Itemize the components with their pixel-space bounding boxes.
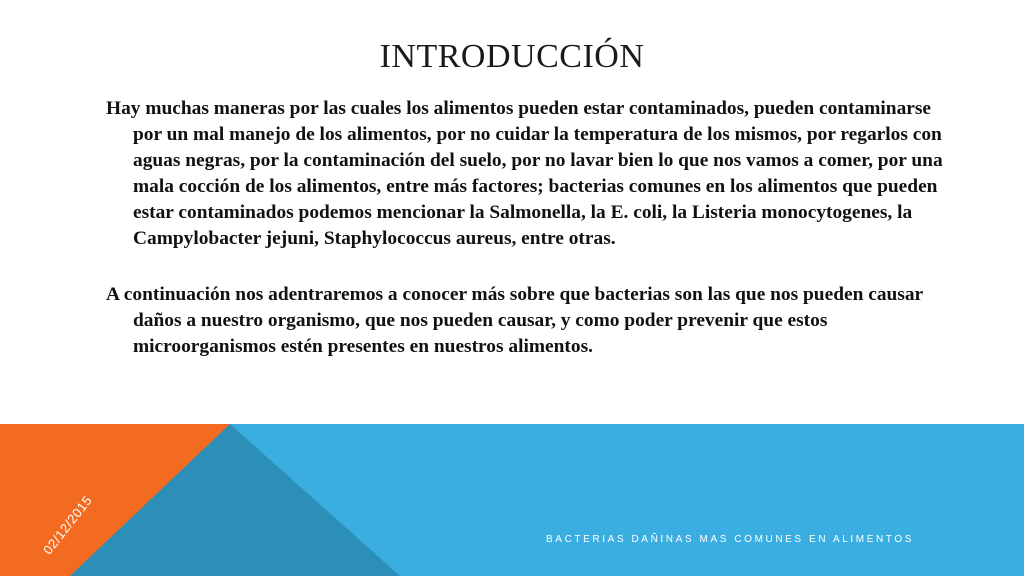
footer-band (0, 424, 1024, 576)
footer-caption: BACTERIAS DAÑINAS MAS COMUNES EN ALIMENTOS (546, 534, 914, 545)
body-paragraph-1: Hay muchas maneras por las cuales los alimentos pueden estar contaminados, pueden contaminarse por un mal manejo de los alimentos, por no cuidar la temperatura de los mismos, por regarlos con aguas negras, por la contaminación del suelo, por no lavar bien lo que nos vamos a comer, por una mala cocción de los alimentos, entre más factores; bacterias comunes en los alimentos que pueden estar contaminados podemos mencionar la Salmonella, la E. coli, la Listeria monocytogenes, la Campylobacter jejuni, Staphylococcus aureus, entre otras. (106, 98, 943, 249)
footer-decoration (0, 424, 1024, 576)
body-paragraph-2: A continuación nos adentraremos a conocer más sobre que bacterias son las que nos pueden causar daños a nuestro organismo, que nos pueden causar, y como poder prevenir que estos microorganismos estén presentes en nuestros alimentos. (106, 284, 923, 357)
footer-date: 02/12/2015 (40, 492, 95, 558)
slide-body (106, 96, 946, 390)
slide-title: INTRODUCCIÓN (379, 38, 645, 75)
